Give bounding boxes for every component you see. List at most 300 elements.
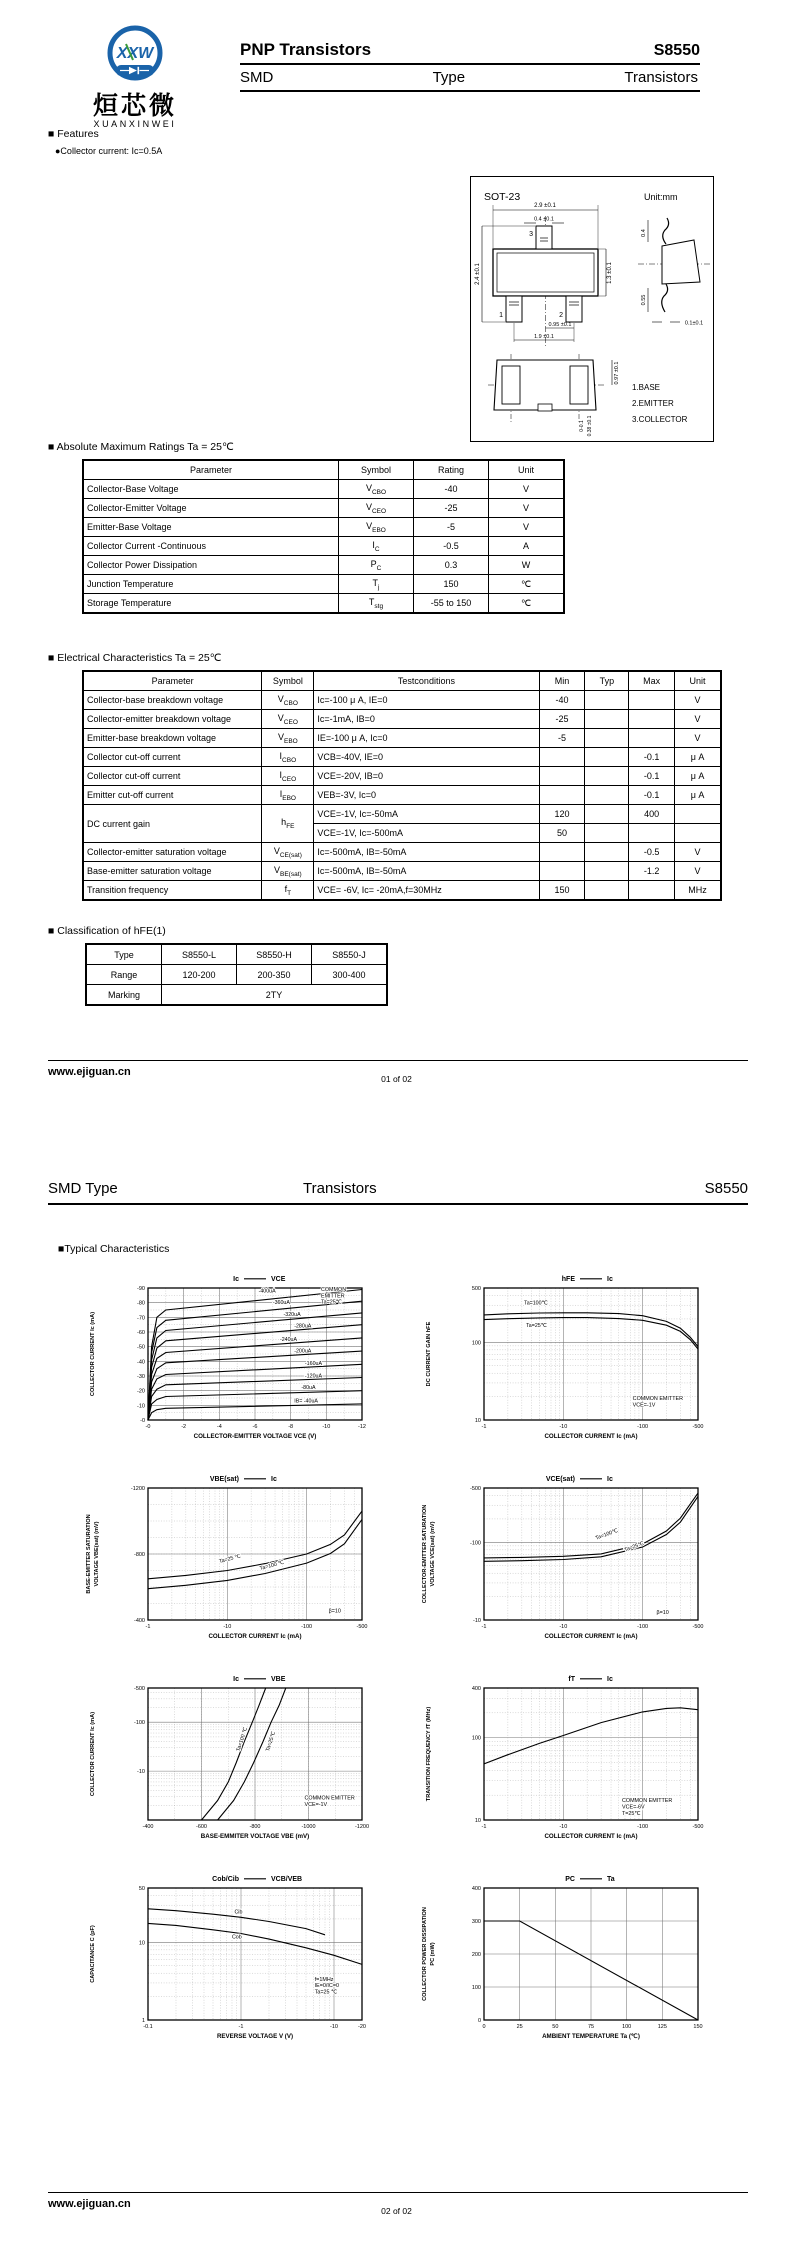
svg-text:COLLECTOR-EMITTER VOLTAGE VC: COLLECTOR-EMITTER VOLTAGE VCE (V) bbox=[193, 1433, 317, 1440]
svg-text:100: 100 bbox=[622, 2024, 632, 2030]
svg-text:100: 100 bbox=[471, 1985, 481, 1991]
svg-text:-500: -500 bbox=[356, 1624, 368, 1630]
svg-text:-10: -10 bbox=[473, 1618, 481, 1624]
svg-text:COMMON EMITTER: COMMON EMITTER bbox=[632, 1396, 683, 1403]
ec-unit: μ A bbox=[675, 786, 721, 805]
page2-header bbox=[48, 1180, 748, 1205]
svg-text:150: 150 bbox=[693, 2024, 703, 2030]
ec-parameter: Collector cut-off current bbox=[83, 767, 262, 786]
ec-max bbox=[629, 729, 675, 748]
ec-header-cell: Unit bbox=[675, 671, 721, 691]
svg-text:-10: -10 bbox=[223, 1624, 232, 1630]
svg-text:TRANSITION FREQUENCY fT (M: TRANSITION FREQUENCY fT (MHz) bbox=[426, 1706, 432, 1802]
table-row bbox=[83, 862, 721, 881]
svg-text:-100: -100 bbox=[637, 1824, 649, 1830]
cls-range-cell: Range bbox=[86, 965, 162, 985]
ec-unit: V bbox=[675, 862, 721, 881]
amr-rating: -40 bbox=[414, 480, 489, 499]
svg-text:50: 50 bbox=[138, 1886, 145, 1892]
table-row bbox=[83, 729, 721, 748]
ec-typ bbox=[585, 805, 629, 824]
series-Ta=25℃ bbox=[148, 1511, 362, 1579]
package-unit: Unit:mm bbox=[644, 192, 678, 202]
series-Ta=100℃ bbox=[484, 1493, 698, 1558]
ec-min: 50 bbox=[539, 824, 585, 843]
amr-header-cell: Unit bbox=[489, 460, 565, 480]
ec-typ bbox=[585, 862, 629, 881]
typical-characteristics-heading: ■Typical Characteristics bbox=[58, 1243, 170, 1255]
svg-text:COLLECTOR CURRENT Ic (mA): COLLECTOR CURRENT Ic (mA) bbox=[544, 1633, 638, 1640]
amr-unit: V bbox=[489, 480, 565, 499]
cls-type-cell: Type bbox=[86, 944, 162, 965]
ec-conditions: VCE=-20V, IB=0 bbox=[314, 767, 539, 786]
svg-text:10: 10 bbox=[474, 1818, 481, 1824]
ec-parameter: Collector cut-off current bbox=[83, 748, 262, 767]
svg-text:IB= -40uA: IB= -40uA bbox=[294, 1398, 318, 1405]
ec-parameter: Collector-emitter breakdown voltage bbox=[83, 710, 262, 729]
ec-table bbox=[82, 670, 722, 901]
subtitle-type: Type bbox=[432, 69, 466, 86]
ec-typ bbox=[585, 881, 629, 901]
amr-parameter: Collector Current -Continuous bbox=[83, 537, 339, 556]
svg-text:-10: -10 bbox=[559, 1824, 568, 1830]
table-row bbox=[83, 575, 564, 594]
svg-text:VCE=-1V: VCE=-1V bbox=[304, 1802, 328, 1809]
chart-ft-ic bbox=[416, 1672, 752, 1872]
table-row bbox=[83, 594, 564, 614]
amr-unit: ℃ bbox=[489, 594, 565, 614]
svg-text:VCE=-6V: VCE=-6V bbox=[621, 1804, 645, 1811]
svg-text:-500: -500 bbox=[469, 1486, 481, 1492]
svg-text:-20: -20 bbox=[137, 1388, 145, 1395]
svg-text:-0: -0 bbox=[140, 1418, 145, 1424]
svg-text:REVERSE VOLTAGE V (V): REVERSE VOLTAGE V (V) bbox=[216, 2033, 294, 2040]
svg-text:VCE(sat): VCE(sat) bbox=[545, 1476, 575, 1483]
svg-text:VBE: VBE bbox=[271, 1676, 286, 1683]
svg-text:-100: -100 bbox=[301, 1624, 313, 1630]
dim-1-3: 1.3 ±0.1 bbox=[607, 262, 613, 284]
footer-website-2[interactable]: www.ejiguan.cn bbox=[48, 2198, 131, 2210]
svg-text:300: 300 bbox=[471, 1919, 481, 1925]
svg-text:-400: -400 bbox=[142, 1824, 154, 1830]
ec-unit: MHz bbox=[675, 881, 721, 901]
svg-text:-1: -1 bbox=[238, 2024, 244, 2030]
ec-min bbox=[539, 843, 585, 862]
svg-text:VCE: VCE bbox=[271, 1276, 286, 1283]
svg-text:Ta=25 ℃: Ta=25 ℃ bbox=[314, 1989, 338, 1996]
svg-text:Ta=100℃: Ta=100℃ bbox=[594, 1527, 619, 1542]
svg-text:Ic: Ic bbox=[233, 1276, 239, 1283]
amr-unit: V bbox=[489, 518, 565, 537]
svg-text:-1200: -1200 bbox=[130, 1486, 145, 1492]
dim-1-9: 1.9 ±0.1 bbox=[534, 334, 554, 340]
ec-symbol: $V_{EBO}$ bbox=[262, 729, 314, 748]
ec-symbol: $V_{CEO}$ bbox=[262, 710, 314, 729]
svg-text:-10: -10 bbox=[322, 1424, 331, 1430]
page2-footer-rule bbox=[48, 2192, 748, 2193]
company-name-cn: 烜芯微 bbox=[92, 92, 177, 120]
amr-symbol: $V_{CEO}$ bbox=[339, 499, 414, 518]
ec-max: -0.1 bbox=[629, 786, 675, 805]
svg-text:-240uA: -240uA bbox=[279, 1336, 298, 1343]
svg-text:β=10: β=10 bbox=[328, 1608, 341, 1615]
svg-text:Ic: Ic bbox=[233, 1676, 239, 1683]
series-Ta=25℃ bbox=[484, 1496, 698, 1561]
table-row bbox=[83, 710, 721, 729]
svg-text:BASE-EMITTER SATURATION: BASE-EMITTER SATURATION bbox=[86, 1514, 92, 1594]
svg-text:-1200: -1200 bbox=[354, 1824, 370, 1830]
amr-rating: -25 bbox=[414, 499, 489, 518]
page2-header-transistors: Transistors bbox=[303, 1180, 377, 1197]
svg-text:-10: -10 bbox=[559, 1624, 568, 1630]
svg-text:β=10: β=10 bbox=[656, 1609, 669, 1616]
ec-max: -1.2 bbox=[629, 862, 675, 881]
svg-text:-500: -500 bbox=[692, 1624, 704, 1630]
svg-text:Ta=25 ℃: Ta=25 ℃ bbox=[218, 1553, 242, 1566]
svg-text:-1: -1 bbox=[481, 1824, 487, 1830]
series-Ta=25℃ bbox=[484, 1318, 698, 1349]
pin2-number: 2 bbox=[559, 312, 563, 319]
svg-text:COMMON EMITTER: COMMON EMITTER bbox=[304, 1795, 355, 1802]
dim-2-9: 2.9 ±0.1 bbox=[534, 203, 556, 209]
svg-text:-100: -100 bbox=[133, 1720, 145, 1727]
dim-0-0-1: 0-0.1 bbox=[579, 420, 585, 432]
cls-type-cell: S8550-H bbox=[237, 944, 312, 965]
subtitle-smd: SMD bbox=[240, 69, 274, 86]
ec-unit: μ A bbox=[675, 767, 721, 786]
svg-text:-50: -50 bbox=[137, 1344, 145, 1351]
dim-0-97: 0.97 ±0.1 bbox=[614, 361, 620, 385]
svg-text:COLLECTOR CURRENT Ic (mA): COLLECTOR CURRENT Ic (mA) bbox=[90, 1311, 96, 1397]
cls-range-cell: 120-200 bbox=[162, 965, 237, 985]
svg-text:-280uA: -280uA bbox=[294, 1323, 312, 1330]
svg-text:COLLECTOR POWER DISSIPATION: COLLECTOR POWER DISSIPATION bbox=[422, 1907, 428, 2001]
dim-side-0-55: 0.55 bbox=[641, 294, 647, 306]
svg-text:-100: -100 bbox=[637, 1624, 649, 1630]
ec-parameter: Emitter-base breakdown voltage bbox=[83, 729, 262, 748]
subtitle-transistors: Transistors bbox=[624, 69, 698, 86]
ec-parameter: DC current gain bbox=[83, 805, 262, 843]
ec-conditions: VCB=-40V, IE=0 bbox=[314, 748, 539, 767]
ec-symbol: $I_{EBO}$ bbox=[262, 786, 314, 805]
ec-unit: V bbox=[675, 729, 721, 748]
ec-conditions: Ic=-100 μ A, IE=0 bbox=[314, 691, 539, 710]
title-block bbox=[240, 40, 700, 92]
amr-symbol: $I_C$ bbox=[339, 537, 414, 556]
ec-symbol: $I_{CEO}$ bbox=[262, 767, 314, 786]
svg-text:Ta=25℃: Ta=25℃ bbox=[265, 1730, 278, 1753]
svg-text:-320uA: -320uA bbox=[283, 1311, 301, 1318]
svg-text:-400uA: -400uA bbox=[258, 1288, 276, 1295]
chart-hfe-ic bbox=[416, 1272, 752, 1472]
svg-text:Cob: Cob bbox=[231, 1934, 242, 1941]
svg-text:-500: -500 bbox=[692, 1824, 704, 1830]
svg-text:-10: -10 bbox=[330, 2024, 338, 2030]
svg-text:hFE: hFE bbox=[561, 1276, 575, 1283]
ec-typ bbox=[585, 710, 629, 729]
amr-header-cell: Parameter bbox=[83, 460, 339, 480]
ec-max bbox=[629, 881, 675, 901]
table-row bbox=[86, 965, 387, 985]
table-row bbox=[83, 881, 721, 901]
svg-text:COLLECTOR CURRENT Ic (mA): COLLECTOR CURRENT Ic (mA) bbox=[208, 1633, 302, 1640]
svg-text:-40: -40 bbox=[137, 1359, 145, 1366]
dim-side-0-4: 0.4 bbox=[641, 229, 647, 237]
cls-table bbox=[85, 943, 388, 1006]
svg-text:COMMON EMITTER: COMMON EMITTER bbox=[621, 1798, 673, 1805]
ec-min: -40 bbox=[539, 691, 585, 710]
svg-text:500: 500 bbox=[471, 1286, 481, 1292]
svg-text:100: 100 bbox=[471, 1340, 481, 1347]
svg-text:-10: -10 bbox=[137, 1769, 145, 1776]
svg-text:-80: -80 bbox=[137, 1300, 145, 1307]
amr-rating: -55 to 150 bbox=[414, 594, 489, 614]
ec-max: -0.5 bbox=[629, 843, 675, 862]
ec-min: -5 bbox=[539, 729, 585, 748]
pin1-number: 1 bbox=[499, 312, 503, 319]
ec-typ bbox=[585, 786, 629, 805]
ec-min: 150 bbox=[539, 881, 585, 901]
svg-text:Ic: Ic bbox=[607, 1276, 613, 1283]
ec-header-cell: Max bbox=[629, 671, 675, 691]
ec-typ bbox=[585, 691, 629, 710]
cls-range-cell: 300-400 bbox=[312, 965, 388, 985]
svg-text:25: 25 bbox=[516, 2024, 523, 2030]
svg-text:10: 10 bbox=[474, 1418, 481, 1424]
pin-legend-collector: 3.COLLECTOR bbox=[632, 415, 688, 424]
amr-symbol: $V_{CBO}$ bbox=[339, 480, 414, 499]
footer-website[interactable]: www.ejiguan.cn bbox=[48, 1066, 131, 1078]
table-row bbox=[83, 480, 564, 499]
svg-text:VOLTAGE VCE(sat) (mV): VOLTAGE VCE(sat) (mV) bbox=[430, 1521, 436, 1587]
ec-unit: V bbox=[675, 691, 721, 710]
ec-conditions: Ic=-500mA, IB=-50mA bbox=[314, 862, 539, 881]
ec-conditions: VCE=-1V, Ic=-50mA bbox=[314, 805, 539, 824]
table-row bbox=[86, 985, 387, 1006]
ec-typ bbox=[585, 843, 629, 862]
pin3-number: 3 bbox=[529, 231, 533, 238]
page2-header-part: S8550 bbox=[704, 1180, 748, 1197]
package-drawing bbox=[470, 176, 714, 442]
series-Ta=25℃ bbox=[218, 1688, 286, 1820]
cls-type-cell: S8550-L bbox=[162, 944, 237, 965]
ec-conditions: VCE= -6V, Ic= -20mA,f=30MHz bbox=[314, 881, 539, 901]
svg-text:PC (mW): PC (mW) bbox=[430, 1942, 436, 1966]
ec-symbol: $I_{CBO}$ bbox=[262, 748, 314, 767]
svg-text:-100: -100 bbox=[469, 1540, 481, 1547]
amr-heading: ■ Absolute Maximum Ratings Ta = 25℃ bbox=[48, 441, 234, 453]
svg-text:Ic: Ic bbox=[271, 1476, 277, 1483]
ec-max: 400 bbox=[629, 805, 675, 824]
amr-symbol: $V_{EBO}$ bbox=[339, 518, 414, 537]
ec-max bbox=[629, 710, 675, 729]
svg-text:100: 100 bbox=[471, 1735, 481, 1742]
package-name: SOT-23 bbox=[484, 191, 521, 203]
ec-parameter: Base-emitter saturation voltage bbox=[83, 862, 262, 881]
svg-text:Ta: Ta bbox=[607, 1876, 615, 1883]
table-row bbox=[83, 537, 564, 556]
svg-text:-120uA: -120uA bbox=[304, 1373, 323, 1380]
svg-text:Cib: Cib bbox=[234, 1909, 243, 1916]
svg-text:fT: fT bbox=[568, 1676, 575, 1683]
ec-parameter: Emitter cut-off current bbox=[83, 786, 262, 805]
svg-text:-30: -30 bbox=[137, 1374, 145, 1380]
svg-text:-6: -6 bbox=[252, 1424, 258, 1430]
table-row bbox=[83, 843, 721, 862]
svg-text:75: 75 bbox=[587, 2024, 595, 2030]
amr-rating: 0.3 bbox=[414, 556, 489, 575]
ec-typ bbox=[585, 729, 629, 748]
company-name-en: XUANXINWEI bbox=[93, 119, 177, 130]
ec-typ bbox=[585, 748, 629, 767]
ec-unit bbox=[675, 824, 721, 843]
table-row bbox=[83, 518, 564, 537]
dim-0-95: 0.95 ±0.1 bbox=[548, 322, 572, 328]
ec-header-cell: Parameter bbox=[83, 671, 262, 691]
cls-range-cell: 200-350 bbox=[237, 965, 312, 985]
table-row bbox=[83, 805, 721, 824]
ec-header-cell: Testconditions bbox=[314, 671, 539, 691]
svg-text:COLLECTOR CURRENT Ic (mA): COLLECTOR CURRENT Ic (mA) bbox=[90, 1711, 96, 1797]
svg-text:COLLECTOR CURRENT Ic (mA): COLLECTOR CURRENT Ic (mA) bbox=[544, 1433, 638, 1440]
svg-text:PC: PC bbox=[565, 1876, 575, 1883]
ec-min bbox=[539, 748, 585, 767]
ec-max: -0.1 bbox=[629, 748, 675, 767]
logo-xxw-text: XXW bbox=[116, 45, 154, 62]
company-logo bbox=[70, 24, 200, 129]
svg-text:-4: -4 bbox=[216, 1424, 222, 1430]
svg-text:200: 200 bbox=[471, 1952, 481, 1958]
svg-text:-80uA: -80uA bbox=[301, 1385, 316, 1392]
ec-conditions: Ic=-1mA, IB=0 bbox=[314, 710, 539, 729]
part-number: S8550 bbox=[653, 42, 700, 59]
amr-table bbox=[82, 459, 565, 614]
dim-2-4: 2.4 ±0.1 bbox=[475, 263, 481, 285]
svg-text:Ta=25℃: Ta=25℃ bbox=[320, 1299, 342, 1306]
ec-min: -25 bbox=[539, 710, 585, 729]
amr-rating: 150 bbox=[414, 575, 489, 594]
ec-parameter: Collector-emitter saturation voltage bbox=[83, 843, 262, 862]
svg-text:-1: -1 bbox=[481, 1624, 487, 1630]
chart-vbesat-ic bbox=[80, 1472, 416, 1672]
chart-pc-ta bbox=[416, 1872, 752, 2072]
amr-rating: -5 bbox=[414, 518, 489, 537]
amr-parameter: Collector Power Dissipation bbox=[83, 556, 339, 575]
ec-parameter: Collector-base breakdown voltage bbox=[83, 691, 262, 710]
svg-text:AMBIENT TEMPERATURE Ta (℃): AMBIENT TEMPERATURE Ta (℃) bbox=[542, 2033, 640, 2040]
svg-text:-800: -800 bbox=[249, 1824, 261, 1830]
svg-text:-60: -60 bbox=[137, 1330, 145, 1336]
svg-text:DC CURRENT GAIN hFE: DC CURRENT GAIN hFE bbox=[426, 1321, 432, 1387]
svg-text:COLLECTOR-EMITTER SATURATION: COLLECTOR-EMITTER SATURATION bbox=[422, 1504, 428, 1604]
amr-symbol: $T_j$ bbox=[339, 575, 414, 594]
amr-unit: A bbox=[489, 537, 565, 556]
svg-text:-100: -100 bbox=[637, 1424, 649, 1430]
svg-text:VBE(sat): VBE(sat) bbox=[209, 1476, 239, 1483]
ec-min: 120 bbox=[539, 805, 585, 824]
svg-text:Ta=25℃: Ta=25℃ bbox=[623, 1540, 645, 1554]
ec-header-cell: Symbol bbox=[262, 671, 314, 691]
ec-unit bbox=[675, 805, 721, 824]
ec-header-cell: Typ bbox=[585, 671, 629, 691]
amr-parameter: Emitter-Base Voltage bbox=[83, 518, 339, 537]
chart-vcesat-ic bbox=[416, 1472, 752, 1672]
svg-text:Ic: Ic bbox=[607, 1476, 613, 1483]
ec-conditions: VEB=-3V, Ic=0 bbox=[314, 786, 539, 805]
page1-footer-rule bbox=[48, 1060, 748, 1061]
ec-typ bbox=[585, 767, 629, 786]
page-title: PNP Transistors bbox=[240, 40, 372, 59]
table-row bbox=[86, 944, 387, 965]
svg-text:-800: -800 bbox=[133, 1552, 145, 1558]
svg-text:Cob/Cib: Cob/Cib bbox=[212, 1876, 239, 1883]
table-row bbox=[83, 767, 721, 786]
ec-max: -0.1 bbox=[629, 767, 675, 786]
svg-text:-0.1: -0.1 bbox=[143, 2024, 153, 2030]
svg-text:400: 400 bbox=[471, 1686, 481, 1692]
svg-text:-20: -20 bbox=[358, 2024, 366, 2030]
svg-text:-1000: -1000 bbox=[301, 1824, 316, 1830]
cls-type-cell: S8550-J bbox=[312, 944, 388, 965]
svg-text:-0: -0 bbox=[145, 1424, 151, 1430]
ec-symbol: $V_{CE(sat)}$ bbox=[262, 843, 314, 862]
chart-ic-vce bbox=[80, 1272, 416, 1472]
ec-min bbox=[539, 862, 585, 881]
chart-ic-vbe bbox=[80, 1672, 416, 1872]
svg-text:Ta=100℃: Ta=100℃ bbox=[524, 1300, 548, 1307]
svg-text:-70: -70 bbox=[137, 1315, 145, 1322]
cls-marking-cell: 2TY bbox=[162, 985, 388, 1006]
amr-header-cell: Rating bbox=[414, 460, 489, 480]
svg-text:Ta=100 ℃: Ta=100 ℃ bbox=[235, 1726, 250, 1753]
svg-text:50: 50 bbox=[552, 2024, 559, 2030]
ec-unit: μ A bbox=[675, 748, 721, 767]
pin-legend-emitter: 2.EMITTER bbox=[632, 399, 674, 408]
ec-symbol: $h_{FE}$ bbox=[262, 805, 314, 843]
svg-text:-10: -10 bbox=[137, 1403, 145, 1410]
ec-conditions: VCE=-1V, Ic=-500mA bbox=[314, 824, 539, 843]
cls-marking-cell: Marking bbox=[86, 985, 162, 1006]
svg-text:COMMON: COMMON bbox=[320, 1286, 347, 1293]
svg-text:CAPACITANCE C (pF): CAPACITANCE C (pF) bbox=[90, 1925, 96, 1983]
svg-text:-160uA: -160uA bbox=[304, 1361, 323, 1367]
svg-text:-400: -400 bbox=[133, 1618, 145, 1624]
page2-header-smd-type: SMD Type bbox=[48, 1180, 118, 1197]
amr-parameter: Storage Temperature bbox=[83, 594, 339, 614]
svg-text:BASE-EMMITER VOLTAGE VBE (: BASE-EMMITER VOLTAGE VBE (mV) bbox=[200, 1833, 310, 1840]
table-row bbox=[83, 499, 564, 518]
svg-text:-600: -600 bbox=[195, 1824, 208, 1830]
ec-symbol: $f_T$ bbox=[262, 881, 314, 901]
svg-text:-90: -90 bbox=[137, 1286, 145, 1292]
ec-max bbox=[629, 691, 675, 710]
ec-header-cell: Min bbox=[539, 671, 585, 691]
svg-text:EMITTER: EMITTER bbox=[320, 1293, 345, 1300]
dim-0-38: 0.38 ±0.1 bbox=[587, 415, 593, 437]
amr-unit: V bbox=[489, 499, 565, 518]
table-row bbox=[83, 691, 721, 710]
table-row bbox=[83, 556, 564, 575]
features-heading: ■ Features bbox=[48, 128, 99, 140]
ec-conditions: IE=-100 μ A, Ic=0 bbox=[314, 729, 539, 748]
ec-symbol: $V_{BE(sat)}$ bbox=[262, 862, 314, 881]
ec-parameter: Transition frequency bbox=[83, 881, 262, 901]
cls-heading: ■ Classification of hFE(1) bbox=[48, 925, 166, 937]
svg-text:0: 0 bbox=[482, 2024, 486, 2030]
svg-text:-200uA: -200uA bbox=[294, 1348, 312, 1355]
svg-text:T=25℃: T=25℃ bbox=[621, 1810, 641, 1817]
amr-symbol: $P_C$ bbox=[339, 556, 414, 575]
